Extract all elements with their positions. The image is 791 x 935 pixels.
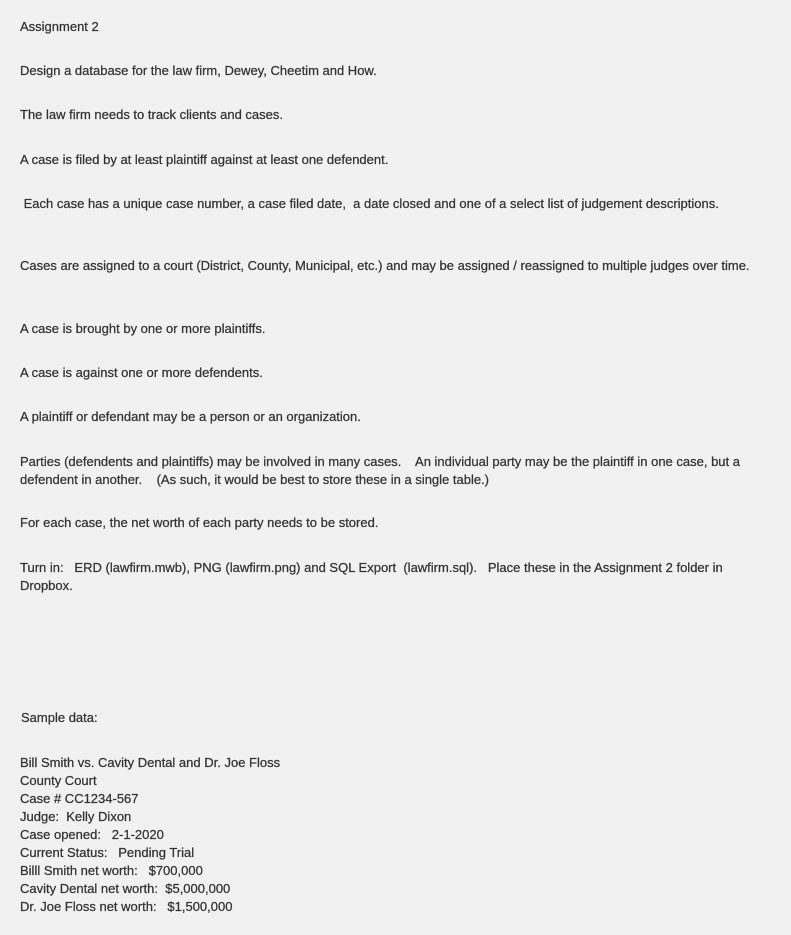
paragraph-design: Design a database for the law firm, Dewey, Cheetim and How. [20, 63, 377, 78]
sample-line-case-opened: Case opened: 2-1-2020 [20, 827, 164, 842]
sample-line-status: Current Status: Pending Trial [20, 845, 195, 860]
sample-line-case-number: Case # CC1234-567 [20, 791, 139, 806]
paragraph-track: The law firm needs to track clients and cases. [20, 107, 284, 122]
paragraph-plaintiffs: A case is brought by one or more plaintiffs. [20, 321, 266, 336]
paragraph-turn-in: Turn in: ERD (lawfirm.mwb), PNG (lawfirm.png) and SQL Export (lawfirm.sql). Place these in the Assignment 2 folder in Dropbox. [20, 560, 727, 593]
sample-data-block [20, 754, 520, 916]
paragraph-case-fields: Each case has a unique case number, a case filed date, a date closed and one of a select list of judgement descriptions. [20, 196, 719, 211]
sample-heading: Sample data: [21, 710, 98, 725]
sample-line-dental-worth: Cavity Dental net worth: $5,000,000 [20, 881, 231, 896]
sample-line-smith-worth: Billl Smith net worth: $700,000 [20, 863, 203, 878]
paragraph-parties: Parties (defendents and plaintiffs) may be involved in many cases. An individual party may be the plaintiff in one case, but a defendent in another. (As such, it would be best to store these in a single table.) [20, 454, 744, 487]
sample-line-floss-worth: Dr. Joe Floss net worth: $1,500,000 [20, 899, 233, 914]
sample-line-case-title: Bill Smith vs. Cavity Dental and Dr. Joe Floss [20, 755, 281, 770]
paragraph-defendents: A case is against one or more defendents. [20, 365, 263, 380]
paragraph-court: Cases are assigned to a court (District, County, Municipal, etc.) and may be assigned / reassigned to multiple judges over time. [20, 258, 750, 273]
page-title: Assignment 2 [20, 19, 99, 34]
paragraph-net-worth: For each case, the net worth of each party needs to be stored. [20, 515, 379, 530]
paragraph-party-type: A plaintiff or defendant may be a person or an organization. [20, 409, 361, 424]
sample-line-judge: Judge: Kelly Dixon [20, 809, 132, 824]
paragraph-filed: A case is filed by at least plaintiff against at least one defendent. [20, 152, 389, 167]
sample-line-court: County Court [20, 773, 97, 788]
